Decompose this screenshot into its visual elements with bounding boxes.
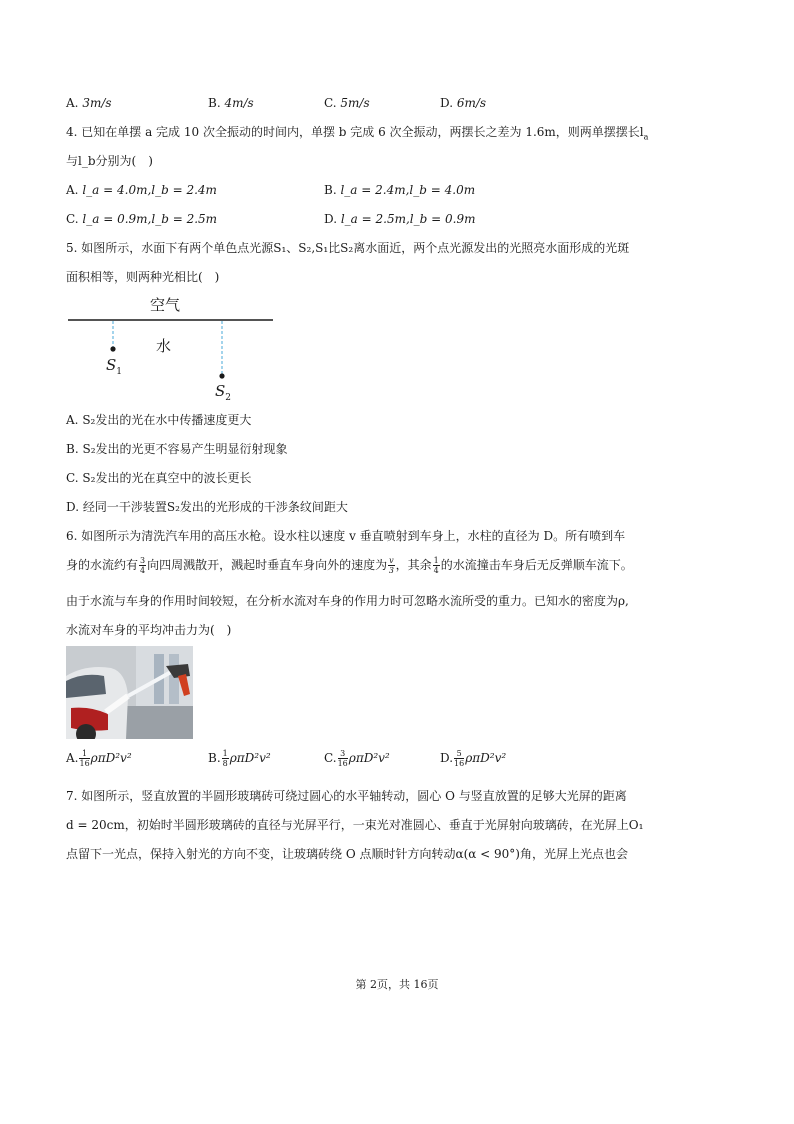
q4-option-a: A. l_a = 4.0m,l_b = 2.4m xyxy=(66,183,217,197)
q3-option-d: D. 6m/s xyxy=(440,96,487,110)
fraction-three-quarters: $\frac{3}{4}$ xyxy=(140,556,146,575)
q6-stem-line3: 由于水流与车身的作用时间较短，在分析水流对车身的作用力时可忽略水流所受的重力。已知水的密度为ρ, xyxy=(66,594,629,608)
q6-option-d: D. $\frac{5}{16}$ ρπD²v² xyxy=(440,749,507,768)
car-wash-photo xyxy=(66,646,193,739)
q3-option-c: C. 5m/s xyxy=(324,96,370,110)
q5-stem-line1: 5. 如图所示，水面下有两个单色点光源S₁、S₂,S₁比S₂离水面近，两个点光源发出的光照亮水面形成的光斑 xyxy=(66,241,630,255)
s1-point xyxy=(110,346,115,351)
s2-point xyxy=(219,373,224,378)
q3-option-b: B. 4m/s xyxy=(208,96,254,110)
q5-option-a: A. S₂发出的光在水中传播速度更大 xyxy=(66,413,252,427)
q6-option-b: B. $\frac{1}{8}$ ρπD²v² xyxy=(208,749,271,768)
q5-stem-line2: 面积相等，则两种光相比( ) xyxy=(66,270,220,284)
page-footer: 第 2页，共 16页 xyxy=(355,978,439,991)
q7-stem-line3: 点留下一光点，保持入射光的方向不变，让玻璃砖绕 O 点顺时针方向转动α(α < 90°)角，光屏上光点也会 xyxy=(66,847,628,861)
q6-option-c: C. $\frac{3}{16}$ ρπD²v² xyxy=(324,749,390,768)
q4-stem-line1: 4. 已知在单摆 a 完成 10 次全振动的时间内，单摆 b 完成 6 次全振动，两摆长之差为 1.6m，则两单摆摆长$l_a$ xyxy=(66,125,649,142)
q3-option-a: A. 3m/s xyxy=(66,96,112,110)
fraction-v-over-3: $\frac{v}{3}$ xyxy=(388,556,394,575)
q4-option-c: C. l_a = 0.9m,l_b = 2.5m xyxy=(66,212,218,226)
q7-stem-line2: d = 20cm，初始时半圆形玻璃砖的直径与光屏平行，一束光对准圆心、垂直于光屏射向玻璃砖，在光屏上O₁ xyxy=(66,818,644,832)
air-label: 空气 xyxy=(150,296,181,314)
q6-stem-line2: 身的水流约有 $\frac{3}{4}$ 向四周溅散开，溅起时垂直车身向外的速度为 $\frac{v}{3}$ ，其余 $\frac{1}{4}$ 的水流撞击车身后无反弹顺车流下。 xyxy=(66,556,633,575)
s1-label: $S_1$ xyxy=(106,356,123,377)
fraction-one-quarter: $\frac{1}{4}$ xyxy=(433,556,439,575)
s2-label: $S_2$ xyxy=(215,382,232,403)
q4-stem-line2: 与l_b分别为( ) xyxy=(66,154,153,168)
q6-stem-line1: 6. 如图所示为清洗汽车用的高压水枪。设水柱以速度 v 垂直喷射到车身上，水柱的直径为 D。所有喷到车 xyxy=(66,529,626,543)
q6-option-a: A. $\frac{1}{16}$ ρπD²v² xyxy=(66,749,132,768)
q5-option-d: D. 经同一干涉装置S₂发出的光形成的干涉条纹间距大 xyxy=(66,500,348,514)
q5-option-b: B. S₂发出的光更不容易产生明显衍射现象 xyxy=(66,442,288,456)
q5-figure xyxy=(60,288,280,406)
q7-stem-line1: 7. 如图所示，竖直放置的半圆形玻璃砖可绕过圆心的水平轴转动，圆心 O 与竖直放置的足够大光屏的距离 xyxy=(66,789,627,803)
water-label: 水 xyxy=(156,337,172,355)
q4-option-d: D. l_a = 2.5m,l_b = 0.9m xyxy=(324,212,476,226)
q4-option-b: B. l_a = 2.4m,l_b = 4.0m xyxy=(324,183,476,197)
q5-option-c: C. S₂发出的光在真空中的波长更长 xyxy=(66,471,252,485)
q6-stem-line4: 水流对车身的平均冲击力为( ) xyxy=(66,623,232,637)
